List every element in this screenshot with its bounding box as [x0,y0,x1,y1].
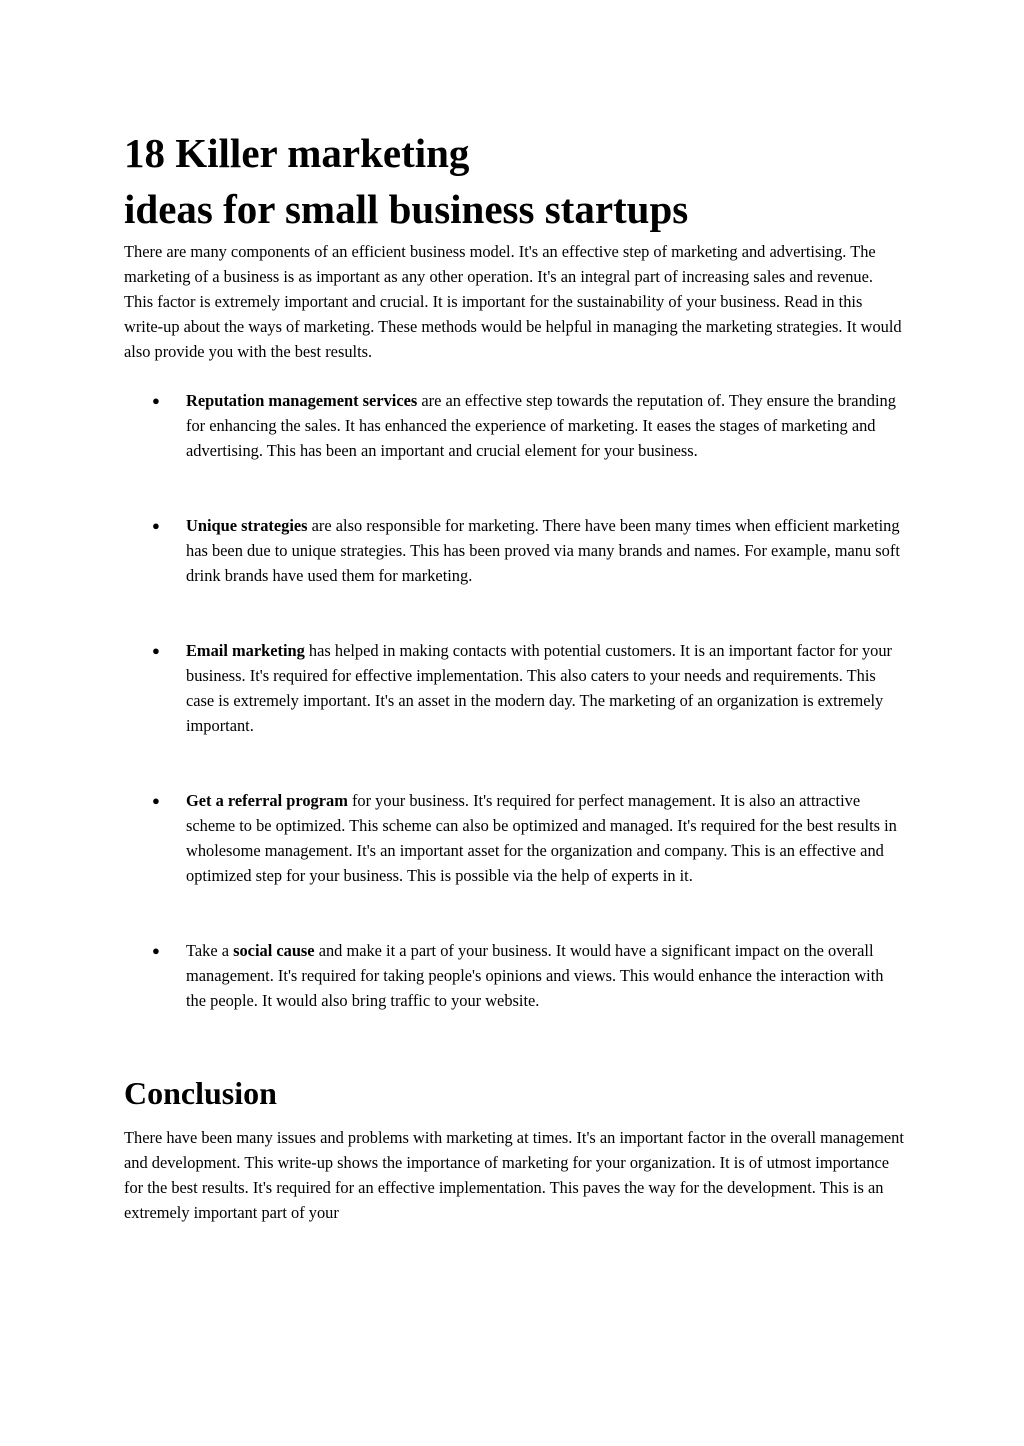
item-bold-phrase: Unique strategies [186,516,308,535]
item-prefix: Take a [186,941,234,960]
item-bold-phrase: Reputation management services [186,391,418,410]
list-item [124,638,904,738]
intro-paragraph: There are many components of an efficient business model. It's an effective step of marketing and advertising. The marketing of a business is as important as any other operation. It's an integral part of increasing sales and revenue. This factor is extremely important and crucial. It is important for the sustainability of your business. Read in this write-up about the ways of marketing. These methods would be helpful in managing the marketing strategies. It would also provide you with the best results. [124,242,902,361]
bullet-icon: ● [152,643,160,658]
list-item [124,513,904,588]
list-item [124,938,904,1013]
bullet-icon: ● [152,943,160,958]
item-bold-phrase: social cause [233,941,315,960]
bullet-icon: ● [152,518,160,533]
item-text: are an effective step towards the reputation of. They ensure the branding for enhancing the sales. It has enhanced the experience of marketing. It eases the stages of marketing and advertising. This has been an important and crucial element for your business. [186,391,896,460]
bullet-icon: ● [152,393,160,408]
page-title [124,125,904,237]
conclusion-paragraph: There have been many issues and problems with marketing at times. It's an important factor in the overall management and development. This write-up shows the importance of marketing for your organization. It is of utmost importance for the best results. It's required for an effective implementation. This paves the way for the development. This is an extremely important part of your [124,1128,904,1222]
document-page [124,125,904,1225]
bullet-icon: ● [152,793,160,808]
conclusion-heading: Conclusion [124,1075,277,1111]
title-line-1: 18 Killer marketing [124,130,470,176]
list-item [124,788,904,888]
item-text: and make it a part of your business. It would have a significant impact on the overall management. It's required for taking people's opinions and views. This would enhance the interaction with the people. It would also bring traffic to your website. [186,941,884,1010]
list-item [124,388,904,463]
item-text: are also responsible for marketing. There have been many times when efficient marketing has been due to unique strategies. This has been proved via many brands and names. For example, manu soft drink brands have used them for marketing. [186,516,900,585]
ideas-list [124,388,904,1013]
item-text: for your business. It's required for perfect management. It is also an attractive scheme to be optimized. This scheme can also be optimized and managed. It's required for the best results in wholesome management. It's an important asset for the organization and company. This is an effective and optimized step for your business. This is possible via the help of experts in it. [186,791,897,885]
item-bold-phrase: Get a referral program [186,791,348,810]
item-bold-phrase: Email marketing [186,641,305,660]
title-line-2: ideas for small business startups [124,186,689,232]
item-text: has helped in making contacts with potential customers. It is an important factor for your business. It's required for effective implementation. This also caters to your needs and requirements. This case is extremely important. It's an asset in the modern day. The marketing of an organization is extremely important. [186,641,893,735]
